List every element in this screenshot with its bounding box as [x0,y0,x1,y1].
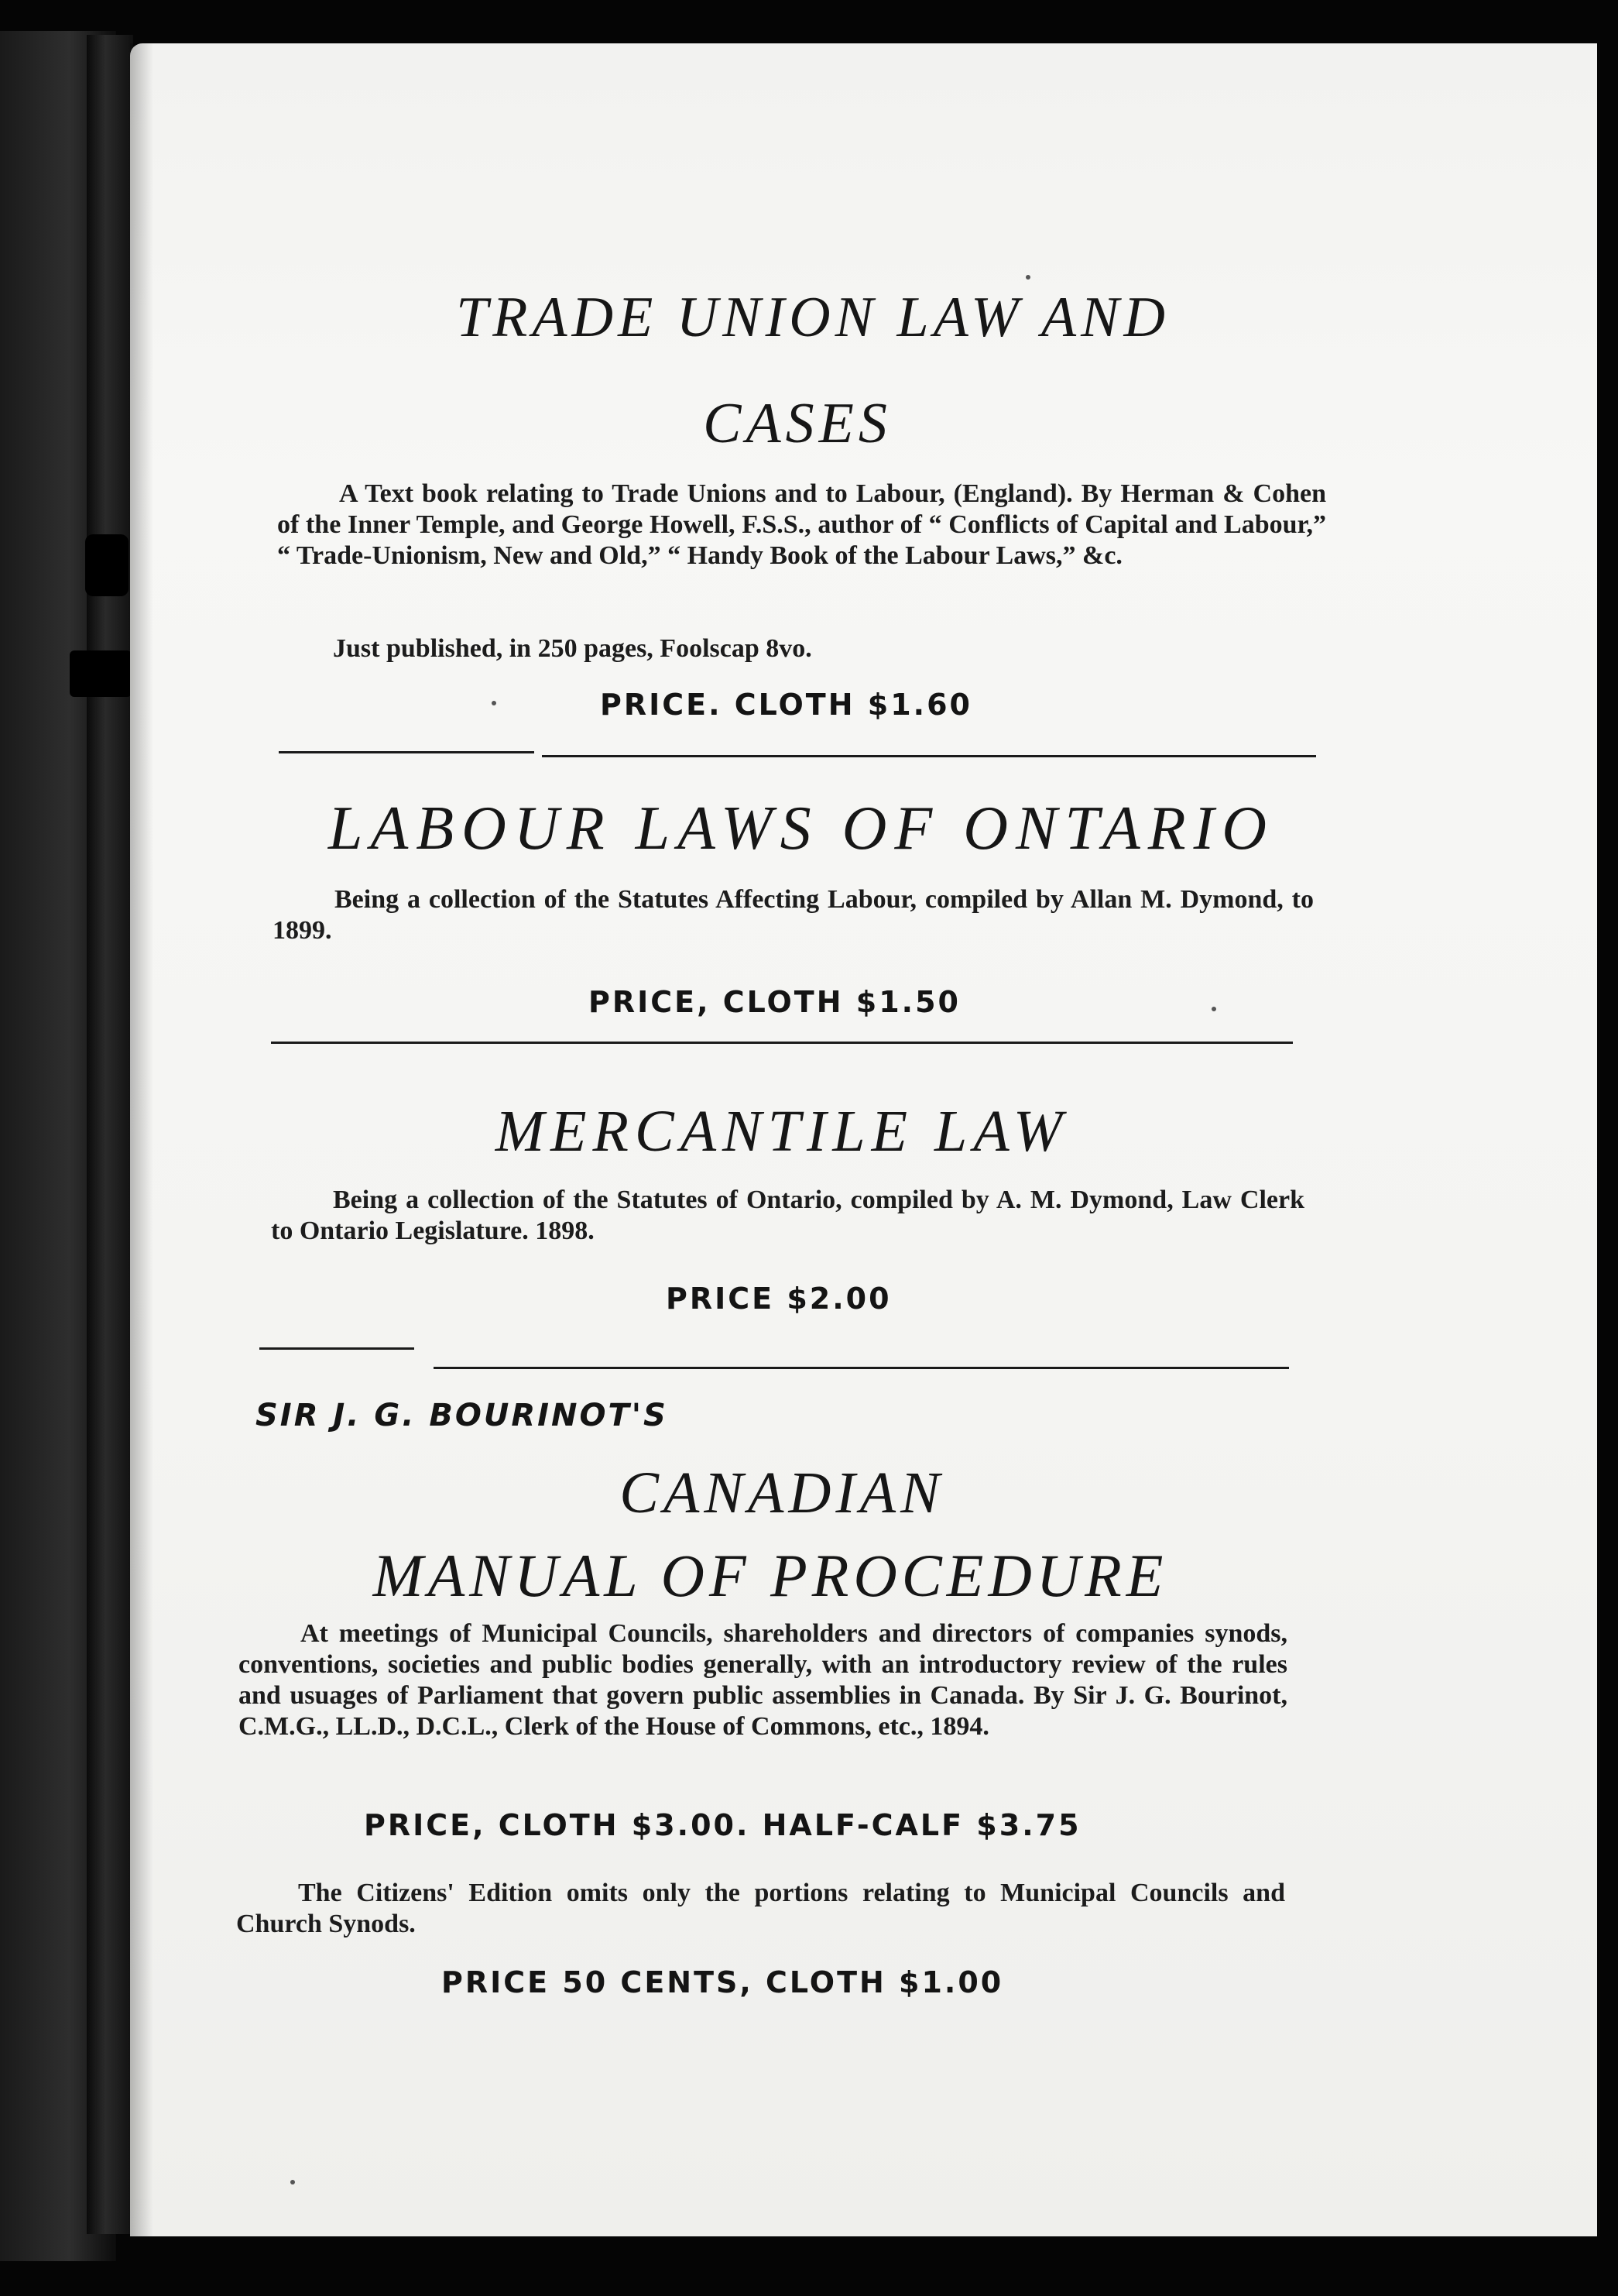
labour-laws-title: LABOUR LAWS OF ONTARIO [327,795,1275,863]
trade-union-title-line2: CASES [703,392,892,455]
trade-union-publication: Just published, in 250 pages, Foolscap 8vo. [333,634,812,663]
citizens-edition-note: The Citizens' Edition omits only the portions relating to Municipal Councils and Church Synods. [236,1879,1285,1938]
scan-speck [492,701,496,705]
bourinot-description: At meetings of Municipal Councils, shareholders and directors of companies synods, conventions, societies and public bodies generally, with an introductory review of the rules and usuages of Parliament that govern public assemblies in Canada. By Sir J. G. Bourinot, C.M.G., LL.D., D.C.L., Clerk of the House of Commons, etc., 1894. [238,1619,1287,1741]
page-shadow [130,43,153,2236]
labour-laws-price: PRICE, CLOTH $1.50 [588,985,961,1019]
book-gutter [87,35,133,2234]
bourinot-title-line1: CANADIAN [619,1460,944,1526]
divider [434,1367,1289,1369]
divider [542,755,1316,757]
divider [271,1042,1293,1044]
trade-union-description: A Text book relating to Trade Unions and to Labour, (England). By Herman & Cohen of the Inner Temple, and George Howell, F.S.S., author of “ Conflicts of Capital and Labour,” “ Trade-Unionism, New and Old,” “ Handy Book of the Labour Laws,” &c. [277,479,1326,570]
scan-speck [290,2180,295,2184]
citizens-edition-price: PRICE 50 CENTS, CLOTH $1.00 [441,1965,1004,1999]
bourinot-price: PRICE, CLOTH $3.00. HALF-CALF $3.75 [364,1808,1082,1842]
mercantile-description: Being a collection of the Statutes of Ontario, compiled by A. M. Dymond, Law Clerk to Ontario Legislature. 1898. [271,1186,1304,1245]
divider [279,751,534,753]
mercantile-title: MERCANTILE LAW [495,1099,1069,1164]
mercantile-price: PRICE $2.00 [666,1282,892,1316]
scan-speck [1212,1007,1216,1011]
bourinot-author-heading: SIR J. G. BOURINOT'S [255,1398,668,1433]
bourinot-title-line2: MANUAL OF PROCEDURE [372,1542,1168,1609]
trade-union-title-line1: TRADE UNION LAW AND [456,286,1170,349]
scan-speck [1026,275,1030,280]
trade-union-price: PRICE. CLOTH $1.60 [600,688,972,722]
divider [259,1347,414,1350]
binding-mark [85,534,129,596]
labour-laws-description: Being a collection of the Statutes Affecting Labour, compiled by Allan M. Dymond, to 1899. [273,885,1314,945]
binding-mark [70,650,132,697]
